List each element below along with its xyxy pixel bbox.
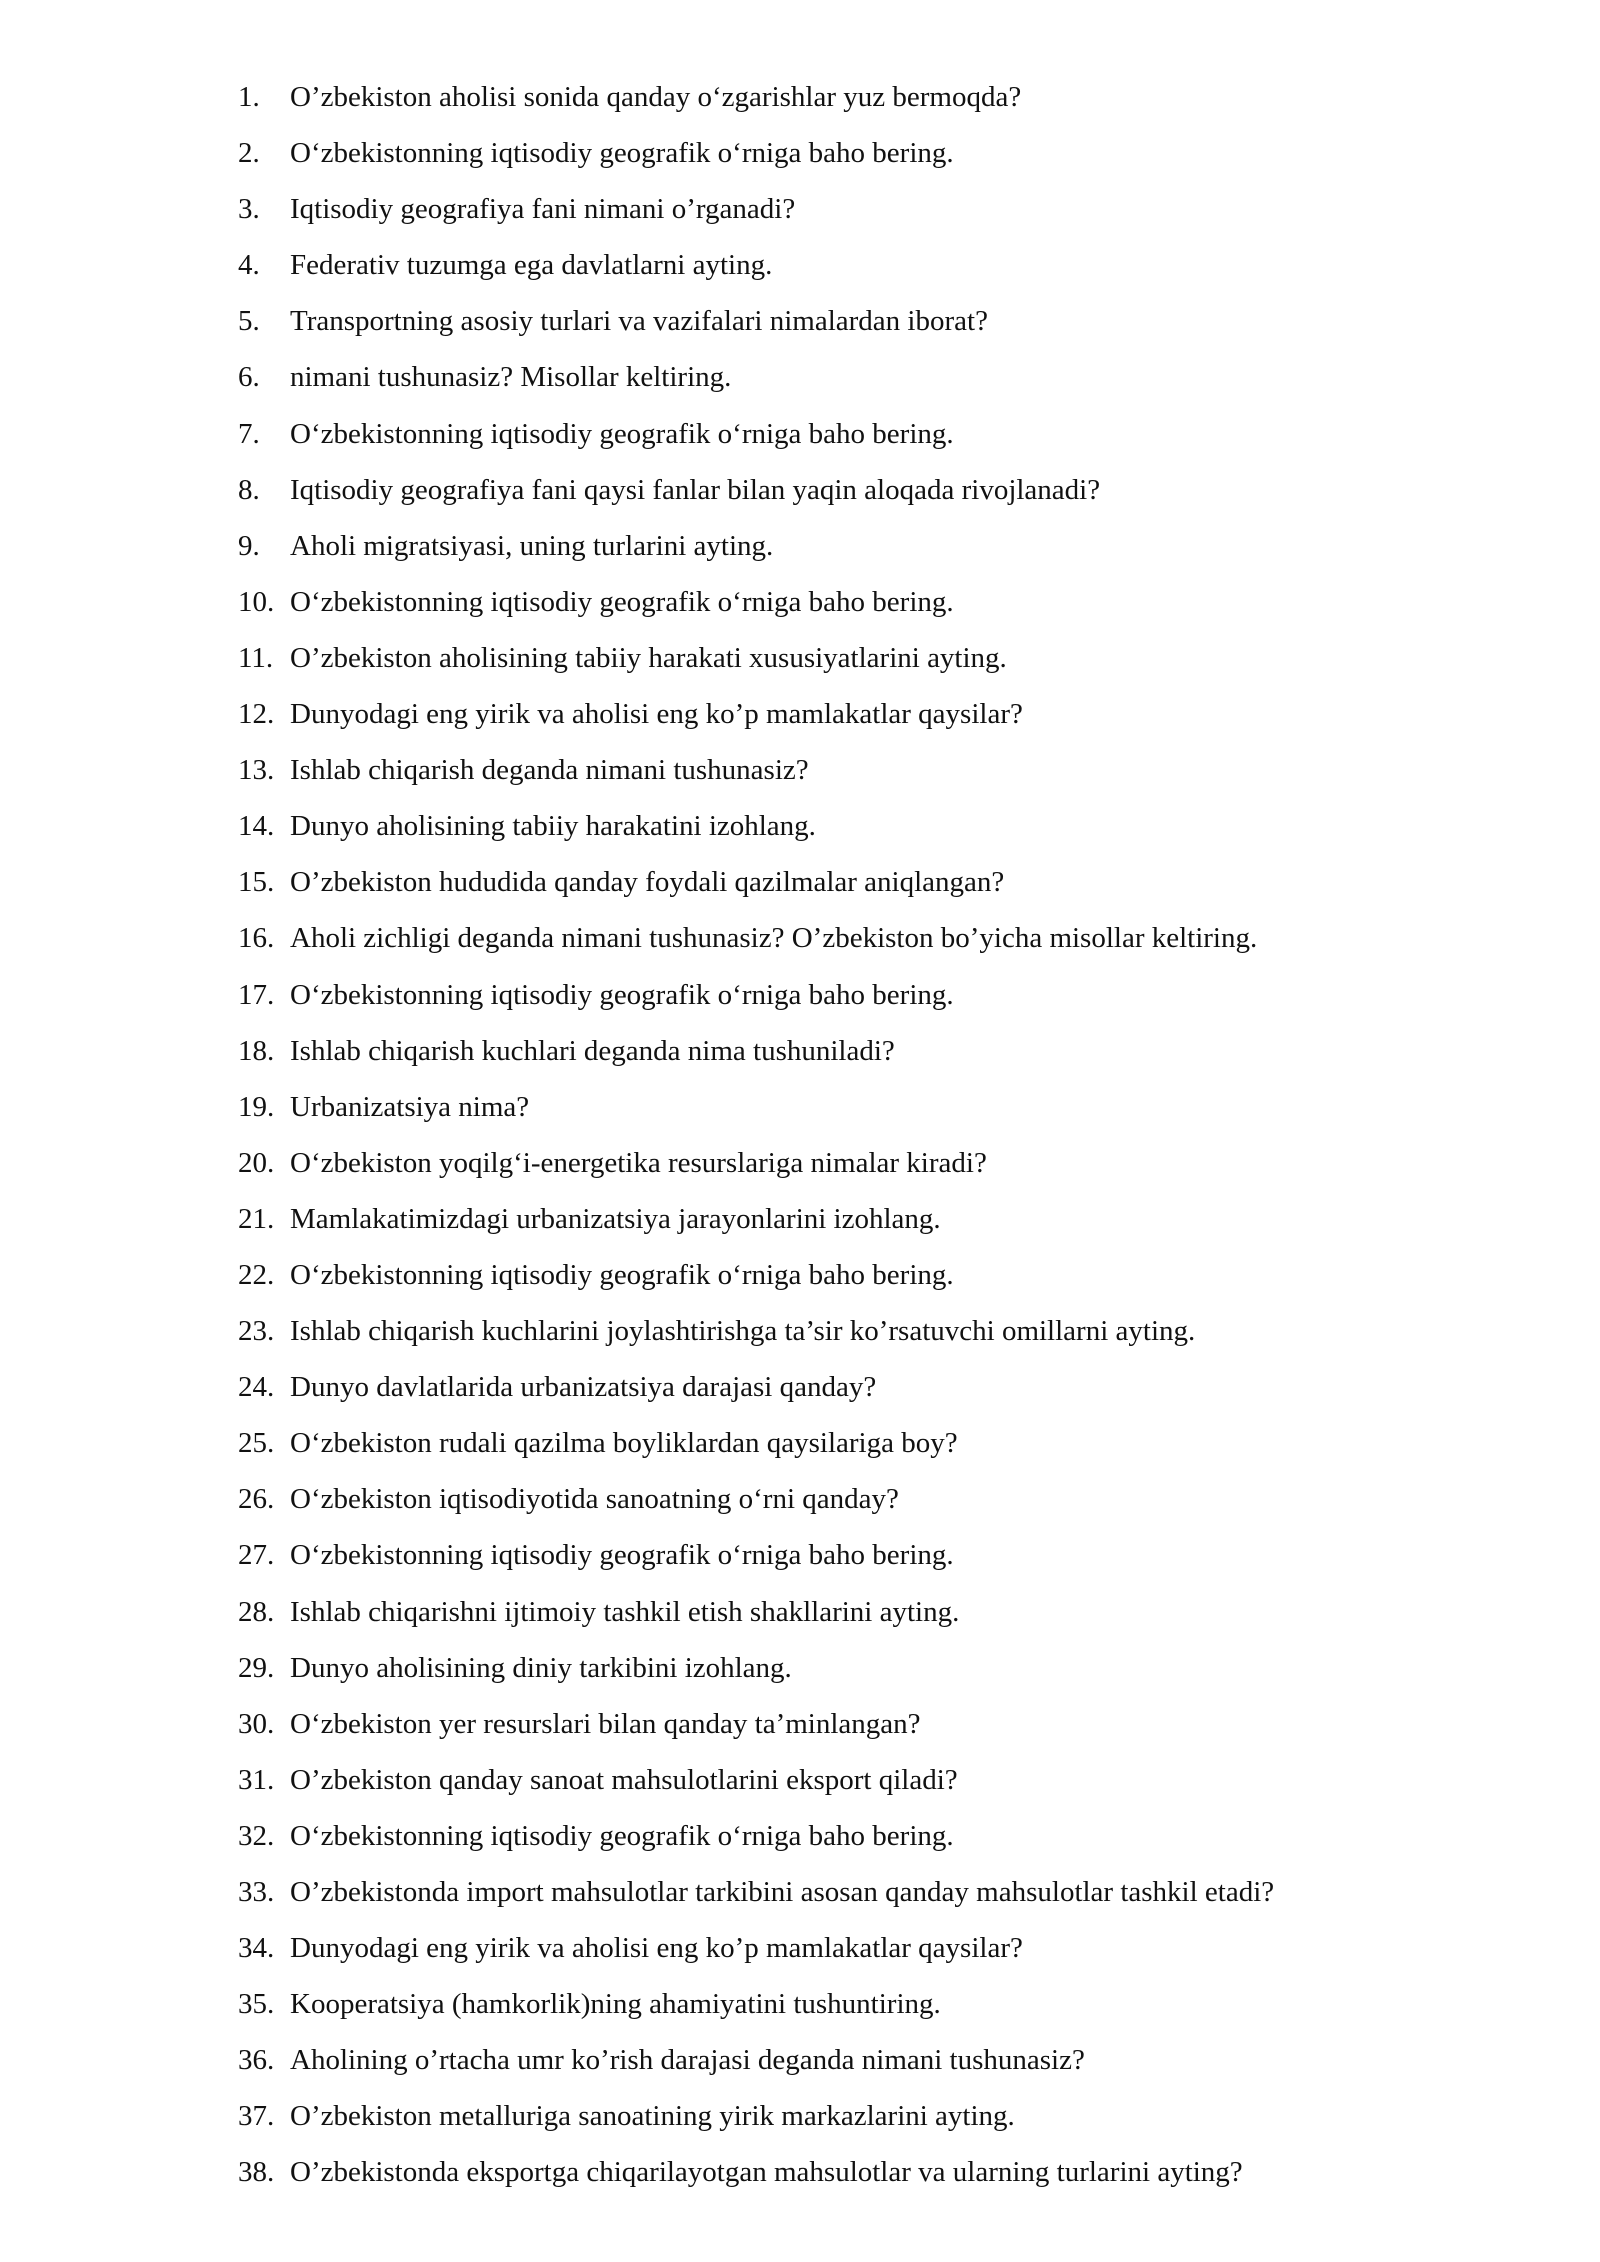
- question-item: [238, 1479, 1438, 1535]
- question-text: Aholi migratsiyasi, uning turlarini ayting.: [290, 529, 774, 562]
- question-number: 3.: [238, 193, 260, 226]
- question-text: Dunyo aholisining diniy tarkibini izohlang.: [290, 1651, 792, 1684]
- question-item: [238, 1255, 1438, 1311]
- question-text: Dunyo aholisining tabiiy harakatini izohlang.: [290, 810, 816, 843]
- question-text: Ishlab chiqarish kuchlarini joylashtirishga ta’sir ko’rsatuvchi omillarni ayting.: [290, 1315, 1196, 1348]
- question-text: O‘zbekistonning iqtisodiy geografik o‘rniga baho bering.: [290, 1539, 954, 1572]
- question-number: 25.: [238, 1427, 275, 1460]
- question-item: [238, 189, 1438, 245]
- question-text: O‘zbekiston rudali qazilma boyliklardan qaysilariga boy?: [290, 1427, 958, 1460]
- question-item: [238, 2096, 1438, 2152]
- question-item: [238, 1760, 1438, 1816]
- question-item: [238, 750, 1438, 806]
- question-text: Transportning asosiy turlari va vazifalari nimalardan iborat?: [290, 305, 988, 338]
- question-number: 34.: [238, 1932, 275, 1965]
- question-text: O’zbekiston aholisining tabiiy harakati xususiyatlarini ayting.: [290, 641, 1007, 674]
- question-item: [238, 582, 1438, 638]
- question-item: [238, 1031, 1438, 1087]
- question-number: 21.: [238, 1202, 275, 1235]
- question-number: 10.: [238, 585, 275, 618]
- question-number: 7.: [238, 417, 260, 450]
- question-text: Ishlab chiqarish kuchlari deganda nima tushuniladi?: [290, 1034, 895, 1067]
- question-number: 12.: [238, 698, 275, 731]
- question-number: 15.: [238, 866, 275, 899]
- question-text: O‘zbekistonning iqtisodiy geografik o‘rniga baho bering.: [290, 1819, 954, 1852]
- question-text: O’zbekistonda import mahsulotlar tarkibini asosan qanday mahsulotlar tashkil etadi?: [290, 1876, 1275, 1908]
- question-item: [238, 1143, 1438, 1199]
- question-number: 13.: [238, 754, 275, 787]
- question-text: Urbanizatsiya nima?: [290, 1090, 530, 1123]
- question-text: O’zbekiston qanday sanoat mahsulotlarini eksport qiladi?: [290, 1763, 958, 1796]
- question-text: O‘zbekistonning iqtisodiy geografik o‘rniga baho bering.: [290, 1258, 954, 1291]
- question-text: Aholi zichligi deganda nimani tushunasiz? O’zbekiston bo’yicha misollar keltiring.: [290, 922, 1258, 955]
- question-number: 33.: [238, 1876, 275, 1908]
- question-text: Ishlab chiqarishni ijtimoiy tashkil etish shakllarini ayting.: [290, 1595, 960, 1628]
- question-number: 11.: [238, 641, 274, 674]
- question-text: Dunyodagi eng yirik va aholisi eng ko’p mamlakatlar qaysilar?: [290, 1932, 1023, 1965]
- question-item: [238, 862, 1438, 918]
- question-text: O‘zbekiston yer resurslari bilan qanday ta’minlangan?: [290, 1707, 921, 1740]
- question-number: 37.: [238, 2100, 275, 2133]
- question-item: [238, 245, 1438, 301]
- question-item: [238, 1704, 1438, 1760]
- question-item: [238, 1087, 1438, 1143]
- question-text: Dunyodagi eng yirik va aholisi eng ko’p mamlakatlar qaysilar?: [290, 698, 1023, 731]
- question-number: 32.: [238, 1819, 275, 1852]
- question-number: 18.: [238, 1034, 275, 1067]
- question-text: O’zbekiston aholisi sonida qanday o‘zgarishlar yuz bermoqda?: [290, 81, 1022, 113]
- question-number: 35.: [238, 1988, 275, 2021]
- question-item: [238, 1592, 1438, 1648]
- question-text: Ishlab chiqarish deganda nimani tushunasiz?: [290, 754, 809, 787]
- question-item: [238, 133, 1438, 189]
- question-item: [238, 301, 1438, 357]
- question-item: [238, 77, 1438, 133]
- question-item: [238, 414, 1438, 470]
- question-item: [238, 1199, 1438, 1255]
- question-number: 26.: [238, 1483, 275, 1516]
- question-number: 9.: [238, 529, 260, 562]
- question-number: 24.: [238, 1371, 275, 1404]
- question-item: [238, 2040, 1438, 2096]
- question-number: 36.: [238, 2044, 275, 2077]
- question-item: [238, 1928, 1438, 1984]
- question-item: [238, 638, 1438, 694]
- question-item: [238, 1423, 1438, 1479]
- question-text: Federativ tuzumga ega davlatlarni ayting.: [290, 249, 773, 282]
- question-number: 8.: [238, 473, 260, 506]
- question-item: [238, 806, 1438, 862]
- question-item: [238, 918, 1438, 974]
- question-text: O’zbekiston hududida qanday foydali qazilmalar aniqlangan?: [290, 866, 1005, 899]
- question-number: 2.: [238, 137, 260, 170]
- question-number: 22.: [238, 1258, 275, 1291]
- question-number: 1.: [238, 81, 260, 113]
- question-text: O‘zbekistonning iqtisodiy geografik o‘rniga baho bering.: [290, 978, 954, 1011]
- question-text: nimani tushunasiz? Misollar keltiring.: [290, 361, 732, 394]
- question-text: Kooperatsiya (hamkorlik)ning ahamiyatini tushuntiring.: [290, 1988, 941, 2021]
- question-text: O‘zbekiston iqtisodiyotida sanoatning o‘rni qanday?: [290, 1483, 899, 1516]
- question-text: Mamlakatimizdagi urbanizatsiya jarayonlarini izohlang.: [290, 1202, 941, 1235]
- question-item: [238, 2152, 1438, 2208]
- question-text: O‘zbekistonning iqtisodiy geografik o‘rniga baho bering.: [290, 417, 954, 450]
- question-item: [238, 694, 1438, 750]
- question-text: O’zbekistonda eksportga chiqarilayotgan mahsulotlar va ularning turlarini ayting?: [290, 2156, 1243, 2189]
- question-number: 28.: [238, 1595, 275, 1628]
- question-number: 19.: [238, 1090, 275, 1123]
- question-number: 14.: [238, 810, 275, 843]
- question-number: 38.: [238, 2156, 275, 2189]
- question-number: 6.: [238, 361, 260, 394]
- question-item: [238, 975, 1438, 1031]
- question-item: [238, 1872, 1438, 1928]
- question-text: Aholining o’rtacha umr ko’rish darajasi deganda nimani tushunasiz?: [290, 2044, 1085, 2077]
- question-item: [238, 1984, 1438, 2040]
- question-text: O‘zbekiston yoqilg‘i-energetika resurslariga nimalar kiradi?: [290, 1146, 987, 1179]
- question-text: O’zbekiston metalluriga sanoatining yirik markazlarini ayting.: [290, 2100, 1015, 2133]
- question-number: 20.: [238, 1146, 275, 1179]
- question-number: 17.: [238, 978, 275, 1011]
- question-number: 4.: [238, 249, 260, 282]
- question-number: 30.: [238, 1707, 275, 1740]
- question-item: [238, 526, 1438, 582]
- question-number: 5.: [238, 305, 260, 338]
- question-item: [238, 1535, 1438, 1591]
- question-text: O‘zbekistonning iqtisodiy geografik o‘rniga baho bering.: [290, 585, 954, 618]
- question-item: [238, 470, 1438, 526]
- question-number: 29.: [238, 1651, 275, 1684]
- question-item: [238, 1367, 1438, 1423]
- question-number: 31.: [238, 1763, 275, 1796]
- question-number: 16.: [238, 922, 275, 955]
- question-text: Iqtisodiy geografiya fani qaysi fanlar bilan yaqin aloqada rivojlanadi?: [290, 473, 1101, 506]
- question-item: [238, 357, 1438, 413]
- question-item: [238, 1648, 1438, 1704]
- question-item: [238, 1816, 1438, 1872]
- question-text: Iqtisodiy geografiya fani nimani o’rganadi?: [290, 193, 796, 226]
- question-text: O‘zbekistonning iqtisodiy geografik o‘rniga baho bering.: [290, 137, 954, 170]
- question-item: [238, 1311, 1438, 1367]
- question-list: [238, 77, 1438, 2209]
- question-number: 23.: [238, 1315, 275, 1348]
- question-text: Dunyo davlatlarida urbanizatsiya darajasi qanday?: [290, 1371, 877, 1404]
- question-number: 27.: [238, 1539, 275, 1572]
